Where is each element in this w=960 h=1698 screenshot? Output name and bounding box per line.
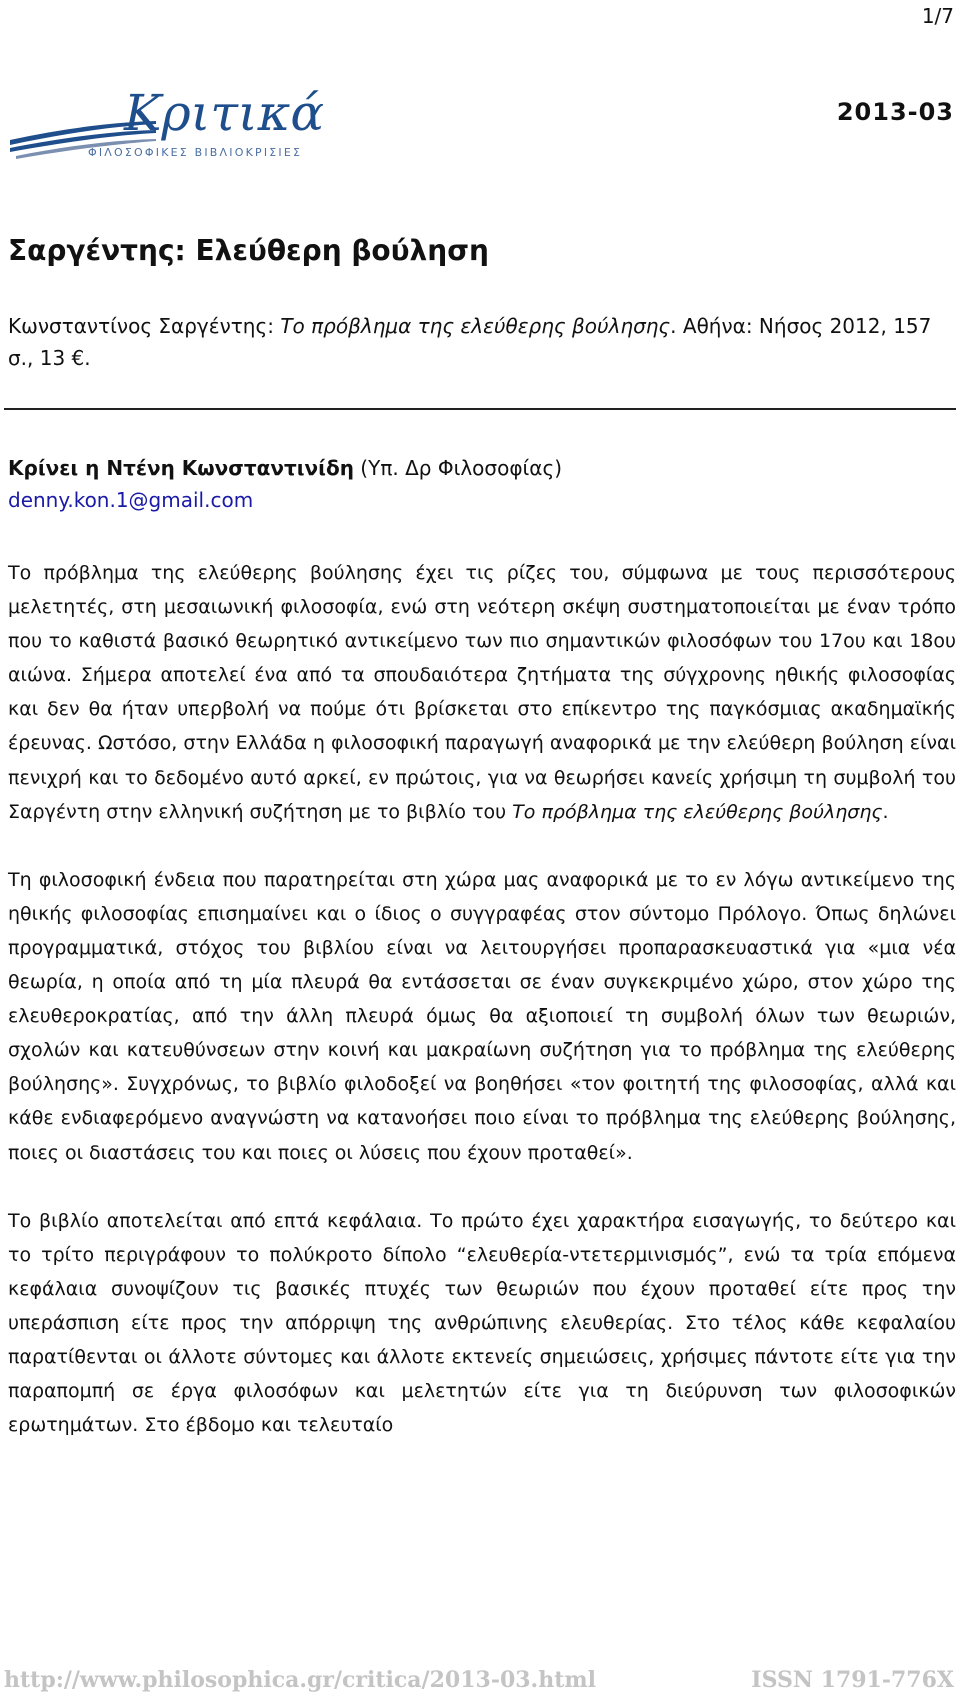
- kritika-logo: [6, 88, 336, 164]
- paragraph-text: Το πρόβλημα της ελεύθερης βούλησης έχει τις ρίζες του, σύμφωνα με τους περισσότερους μελετητές, στη μεσαιωνική φιλοσοφία, ενώ στη νεότερη σκέψη συστηματοποιείται με έναν τρόπο που το καθιστά βασικό θεωρητικό αντικείμενο των πιο σημαντικών φιλοσόφων του 17ου και 18ου αιώνα. Σήμερα αποτελεί ένα από τα σπουδαιότερα ζητήματα της σύγχρονης ηθικής φιλοσοφίας και δεν θα ήταν υπερβολή να πούμε ότι βρίσκεται στο επίκεντρο της παγκόσμιας ακαδημαϊκής έρευνας. Ωστόσο, στην Ελλάδα η φιλοσοφική παραγωγή αναφορικά με την ελεύθερη βούληση είναι πενιχρή και το δεδομένο αυτό αρκεί, εν πρώτοις, για να θεωρήσει κανείς χρήσιμη τη συμβολή του Σαργέντη στην ελληνική συζήτηση με το βιβλίο του: [8, 562, 956, 823]
- reviewer-name: Ντένη Κωνσταντινίδη: [106, 456, 354, 480]
- book-details: . Αθήνα: Νήσος 2012, 157 σ., 13 €.: [8, 314, 932, 370]
- footer-url[interactable]: http://www.philosophica.gr/critica/2013-03.html: [4, 1667, 597, 1693]
- reviewer-email-link[interactable]: denny.kon.1@gmail.com: [8, 488, 254, 512]
- reviewer-credentials: (Υπ. Δρ Φιλοσοφίας): [353, 456, 562, 480]
- paragraph-end: .: [882, 800, 889, 823]
- article-title: Σαργέντης: Ελεύθερη βούληση: [8, 234, 489, 267]
- logo-name: Κριτικά: [124, 88, 325, 142]
- reviewer-prefix: Κρίνει η: [8, 456, 107, 480]
- logo-subtitle: ΦΙΛΟΣΟΦΙΚΕΣ ΒΙΒΛΙΟΚΡΙΣΙΕΣ: [88, 146, 303, 159]
- book-author: Κωνσταντίνος Σαργέντης:: [8, 314, 281, 338]
- paragraph: [8, 556, 956, 829]
- footer-issn: ISSN 1791-776X: [751, 1667, 954, 1693]
- paragraph: Τη φιλοσοφική ένδεια που παρατηρείται στη χώρα μας αναφορικά με το εν λόγω αντικείμενο της ηθικής φιλοσοφίας επισημαίνει και ο ίδιος ο συγγραφέας στον σύντομο Πρόλογο. Όπως δηλώνει προγραμματικά, στόχος του βιβλίου είναι να λειτουργήσει προπαρασκευαστικά για «μια νέα θεωρία, η οποία από τη μία πλευρά θα εντάσσεται σε έναν συγκεκριμένο χώρο, στον χώρο της ελευθεροκρατίας, από την άλλη πλευρά όμως θα αξιοποιεί τη συμβολή όλων των θεωριών, σχολών και κατευθύνσεων στην κοινή και μακραίωνη συζήτηση για το πρόβλημα της ελεύθερης βούλησης». Συγχρόνως, το βιβλίο φιλοδοξεί να βοηθήσει «τον φοιτητή της φιλοσοφίας, αλλά και κάθε ενδιαφερόμενο αναγνώστη να κατανοήσει ποιο είναι το πρόβλημα της ελεύθερης βούλησης, ποιες οι διαστάσεις του και ποιες οι λύσεις που έχουν προταθεί».: [8, 868, 956, 1164]
- book-title-italic: Το πρόβλημα της ελεύθερης βούλησης: [512, 800, 883, 823]
- article-body: [8, 556, 956, 1476]
- book-title: Το πρόβλημα της ελεύθερης βούλησης: [280, 314, 671, 338]
- reviewer-line: [8, 452, 562, 484]
- bibliography: [8, 310, 956, 374]
- issue-code: 2013-03: [836, 98, 954, 126]
- paragraph: Το βιβλίο αποτελείται από επτά κεφάλαια. Το πρώτο έχει χαρακτήρα εισαγωγής, το δεύτερο και το τρίτο περιγράφουν το πολύκροτο δίπολο “ελευθερία-ντετερμινισμός”, ενώ τα τρία επόμενα κεφάλαια συνοψίζουν τις βασικές πτυχές των θεωριών που έχουν προταθεί είτε προς την υπεράσπιση είτε προς την απόρριψη της ανθρώπινης ελευθερίας. Στο τέλος κάθε κεφαλαίου παρατίθενται οι άλλοτε σύντομες και άλλοτε εκτενείς σημειώσεις, χρήσιμες πάντοτε είτε για την παραπομπή σε έργα φιλοσόφων και μελετητών είτε για τη διεύρυνση των φιλοσοφικών ερωτημάτων. Στο έβδομο και τελευταίο: [8, 1209, 956, 1437]
- page-number: 1/7: [921, 4, 954, 28]
- divider: [4, 408, 956, 410]
- footer: [4, 1667, 954, 1698]
